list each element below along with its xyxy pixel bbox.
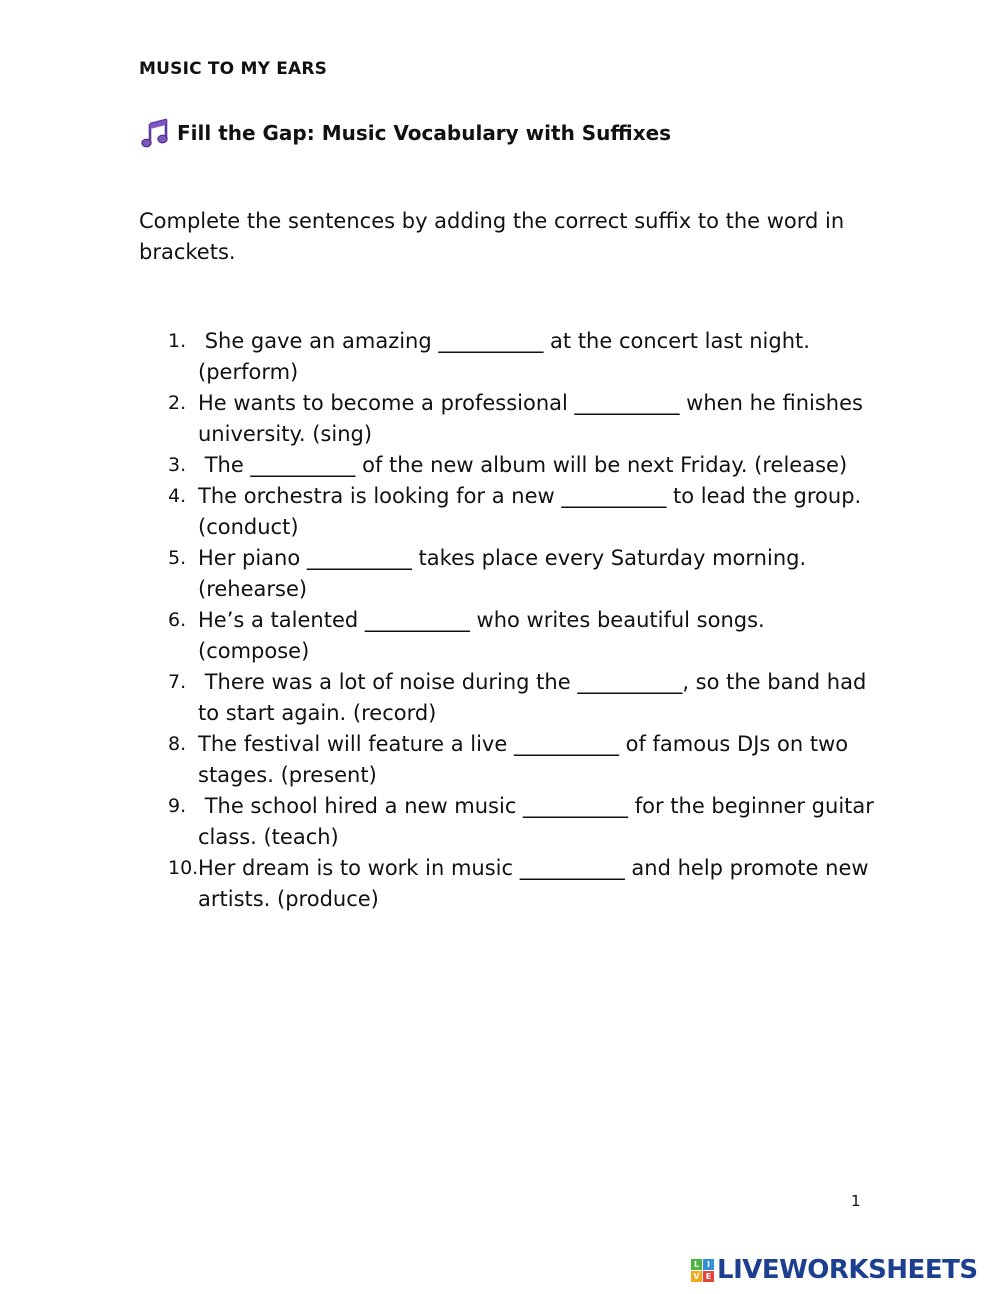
question-text: Her piano __________ takes place every Saturday morning. (rehearse) [198, 546, 813, 601]
question-text: The school hired a new music __________ for the beginner guitar class. (teach) [198, 794, 881, 849]
question-item [139, 388, 879, 450]
question-text: The festival will feature a live __________ of famous DJs on two stages. (present) [198, 732, 855, 787]
question-number: 9. [168, 795, 187, 817]
question-item [139, 450, 879, 481]
title-row [139, 117, 671, 149]
brand-block: V [691, 1271, 702, 1282]
musical-notes-icon [139, 117, 171, 149]
question-number: 2. [168, 392, 187, 414]
question-item [139, 667, 879, 729]
brand-block: L [691, 1259, 702, 1270]
question-number: 8. [168, 733, 187, 755]
liveworksheets-blocks-icon [691, 1259, 714, 1282]
question-item [139, 326, 879, 388]
question-text: He wants to become a professional __________ when he finishes university. (sing) [198, 391, 870, 446]
question-text: She gave an amazing __________ at the concert last night. (perform) [198, 329, 817, 384]
question-number: 10. [168, 857, 199, 879]
question-item [139, 481, 879, 543]
question-number: 5. [168, 547, 187, 569]
brand-block: E [703, 1271, 714, 1282]
question-item [139, 853, 879, 915]
question-number: 3. [168, 454, 187, 476]
instructions-text: Complete the sentences by adding the correct suffix to the word in brackets. [139, 209, 845, 264]
question-number: 7. [168, 671, 187, 693]
question-text: There was a lot of noise during the __________, so the band had to start again. (record) [198, 670, 873, 725]
question-number: 4. [168, 485, 187, 507]
brand-block: I [703, 1259, 714, 1270]
question-text: The __________ of the new album will be next Friday. (release) [198, 453, 848, 477]
question-text: Her dream is to work in music __________ and help promote new artists. (produce) [198, 856, 876, 911]
liveworksheets-logo [691, 1255, 978, 1285]
question-number: 6. [168, 609, 187, 631]
worksheet-header: MUSIC TO MY EARS [139, 59, 328, 79]
question-item [139, 729, 879, 791]
question-list [139, 326, 879, 915]
question-item [139, 543, 879, 605]
question-number: 1. [168, 330, 187, 352]
question-item [139, 605, 879, 667]
worksheet-title: Fill the Gap: Music Vocabulary with Suffixes [177, 121, 672, 145]
question-item [139, 791, 879, 853]
liveworksheets-wordmark: LIVEWORKSHEETS [717, 1255, 978, 1285]
question-text: The orchestra is looking for a new __________ to lead the group. (conduct) [198, 484, 868, 539]
question-text: He’s a talented __________ who writes beautiful songs. (compose) [198, 608, 772, 663]
page-number: 1 [851, 1192, 861, 1210]
